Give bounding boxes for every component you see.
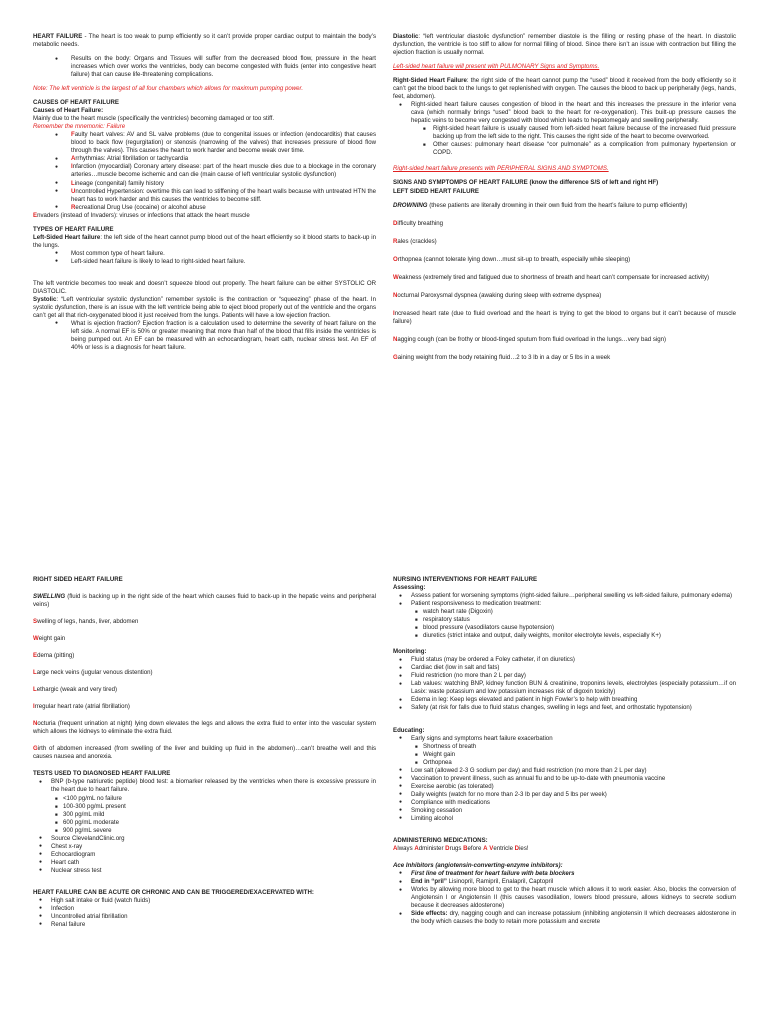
list-item: ● High salt intake or fluid (watch fluids) [33, 897, 376, 905]
ace-end-text: Lisinopril, Ramipril, Enalapril, Captopril [446, 878, 554, 885]
list-item: ● Uncontrolled atrial fibrillation [33, 913, 376, 921]
drowning-mnemonic-list [393, 220, 736, 362]
mnemonic-text: arge neck veins (jugular venous distention) [36, 669, 153, 677]
admin-heading: ADMINISTERING MEDICATIONS: [393, 836, 488, 844]
list-item: ● First line of treatment for heart failure with beta blockers [393, 870, 736, 878]
list-item: ■ Other causes: pulmonary heart disease “cor pulmonale” as a complication from pulmonary hypertension or COPD. [393, 141, 736, 157]
left-sided-list [33, 250, 376, 266]
admin-mnemonic [393, 845, 736, 853]
assessing-label: Assessing: [393, 584, 426, 592]
mnemonic-letter: L [33, 686, 37, 694]
list-item: ● Most common type of heart failure. [33, 250, 376, 258]
list-item: ● Smoking cessation [393, 807, 736, 815]
mnemonic-text: nvaders (instead of Invaders): viruses or infections that attack the heart muscle [37, 211, 250, 219]
mnemonic-item [33, 618, 376, 626]
left-sided-heading: LEFT SIDED HEART FAILURE [393, 187, 479, 195]
mnemonic-text: rrhythmias: Atrial fibrillation or tachycardia [75, 155, 189, 163]
mnemonic-letter: A [71, 155, 76, 163]
mnemonic-item [33, 686, 376, 694]
ace-side-text: dry, nagging cough and can increase potassium (inhibiting angiotensin II which decreases aldosterone in the body which causes the body to retain more potassium and excrete [411, 910, 736, 926]
mnemonic-text: ineage (congenital) family history [74, 179, 164, 187]
mnemonic-letter: F [71, 131, 75, 139]
educating-label: Educating: [393, 726, 425, 734]
tests-list [33, 778, 376, 794]
diastolic-definition [393, 33, 736, 57]
nursing-heading: NURSING INTERVENTIONS FOR HEART FAILURE [393, 576, 538, 583]
left-ventricle-note: Note: The left ventricle is the largest of all four chambers which allows for maximum pumping power. [33, 85, 304, 93]
list-item: ● Source ClevelandClinic.org [33, 835, 376, 843]
causes-main: Mainly due to the heart muscle (specifically the ventricles) becoming damaged or too stiff. [33, 115, 275, 123]
list-item: ● Infection [33, 905, 376, 913]
page-1-left-column [33, 33, 376, 358]
drowning-text: (these patients are literally drowning in their own fluid from the heart’s failure to pump efficiently) [427, 201, 688, 209]
mnemonic-letter: A [414, 844, 419, 852]
mnemonic-text: efore [467, 844, 484, 852]
mnemonic-text: ecreational Drug Use (cocaine) or alcohol abuse [75, 203, 206, 211]
mnemonic-item [33, 188, 376, 204]
mnemonic-text: rugs [449, 844, 464, 852]
ace-side-label: Side effects: [411, 910, 448, 918]
list-item: ■ Right-sided heart failure is usually caused from left-sided heart failure because of the increased fluid pressure backing up from the left side to the right. This causes the right side of the heart to become overworked. [393, 125, 736, 141]
list-item: ■ 300 pg/mL mild [33, 811, 376, 819]
right-sided-text: : the right side of the heart cannot pump the “used” blood it received from the body efficiently so it can’t get the blood back to the lungs to get replenished with oxygen. The causes the blood to back up peripherally (legs, hands, feet, abdomen). [393, 77, 737, 101]
mnemonic-letter: S [33, 618, 38, 626]
list-item: ● Lab values: watching BNP, kidney function BUN & creatinine, troponins levels, electrolytes (especially potassium…if on Lasix: waste potassium and low potassium increases risk of digoxin toxicity) [393, 680, 736, 696]
causes-subheading: Causes of Heart Failure: [33, 107, 104, 115]
mnemonic-item [33, 131, 376, 155]
mnemonic-letter: G [33, 745, 38, 753]
page-4-right-column [393, 576, 736, 932]
mnemonic-item [33, 155, 376, 163]
list-item: ■ watch heart rate (Digoxin) [393, 608, 736, 616]
mnemonic-text: eight gain [38, 635, 66, 643]
mnemonic-item [33, 204, 376, 212]
list-item: ● Low salt (allowed 2-3 G sodium per day) and fluid restriction (no more than 2 L per day) [393, 767, 736, 775]
drowning-intro [393, 202, 736, 210]
right-sided-definition [393, 77, 736, 101]
mnemonic-item [393, 220, 736, 228]
tests-more-list [33, 835, 376, 875]
list-item [393, 878, 736, 886]
list-item: ● Renal failure [33, 921, 376, 929]
right-sided-heading: RIGHT SIDED HEART FAILURE [33, 576, 123, 583]
mnemonic-letter: D [445, 844, 450, 852]
educating-more-list [393, 767, 736, 823]
list-item: ● Fluid status (may be ordered a Foley catheter, if on diuretics) [393, 656, 736, 664]
mnemonic-item [393, 238, 736, 246]
mnemonic-letter: R [71, 203, 76, 211]
mnemonic-item [33, 163, 376, 179]
mnemonic-label: Remember the mnemonic: Failure [33, 123, 126, 131]
mnemonic-letter: O [393, 255, 398, 263]
educating-list [393, 735, 736, 743]
list-item: ■ Weight gain [393, 751, 736, 759]
list-item: ● Works by allowing more blood to get to the heart muscle which allows it to work easier. Also, blocks the conversion of Angiotensin I or Angiotensin II (this causes vasodilation, lowers blood pressure, allows kidneys to secrete sodium because it decreases aldosterone) [393, 886, 736, 910]
list-item: ● Patient responsiveness to medication treatment: [393, 600, 736, 608]
systolic-definition [33, 296, 376, 320]
left-sided-label: Left-Sided Heart failure [33, 233, 101, 241]
educating-sublist [393, 743, 736, 767]
mnemonic-text: aining weight from the body retaining fluid…2 to 3 lb in a day or 5 lbs in a week [397, 353, 611, 361]
types-heading: TYPES OF HEART FAILURE [33, 225, 114, 233]
mnemonic-letter: N [393, 291, 398, 299]
list-item: ● Limiting alcohol [393, 815, 736, 823]
heart-failure-definition-text: - The heart is too weak to pump efficiently so it can’t provide proper cardiac output to maintain the body’s metabolic needs. [33, 33, 376, 49]
mnemonic-item [393, 256, 736, 264]
list-item: ■ <100 pg/mL no failure [33, 795, 376, 803]
mnemonic-text: eakness (extremely tired and fatigued due to shortness of breath and heart can’t compensate for increased activity) [398, 273, 710, 281]
causes-heading: CAUSES OF HEART FAILURE [33, 99, 119, 107]
list-item: ● Chest x-ray [33, 843, 376, 851]
mnemonic-text: octuria (frequent urination at night) lying down elevates the legs and allows the extra fluid to enter into the vascular system which allows the kidneys to eliminate the extra fluid. [33, 720, 376, 736]
list-item: ● Compliance with medications [393, 799, 736, 807]
results-list [33, 55, 376, 79]
tests-heading: TESTS USED TO DIAGNOSED HEART FAILURE [33, 770, 171, 778]
mnemonic-letter: E [33, 652, 38, 660]
list-item: ● BNP (b-type natriuretic peptide) blood test: a biomarker released by the ventricles when there is excessive pressure in the heart due to heart failure. [33, 778, 376, 794]
mnemonic-letter: R [393, 237, 398, 245]
mnemonic-letter: N [393, 335, 398, 343]
heart-failure-definition [33, 33, 376, 49]
triggers-list [33, 897, 376, 929]
mnemonic-letter: A [483, 844, 488, 852]
mnemonic-text: irth of abdomen increased (from swelling of the liver and building up fluid in the abdomen)…can’t breathe well and this causes nausea and anorexia. [33, 745, 376, 761]
list-item: ■ respiratory status [393, 616, 736, 624]
mnemonic-letter: I [393, 309, 395, 317]
mnemonic-text: welling of legs, hands, liver, abdomen [37, 618, 139, 626]
mnemonic-item [393, 292, 736, 300]
mnemonic-text: rregular heart rate (atrial fibrillation) [34, 703, 130, 711]
mnemonic-text: rthopnea (cannot tolerate lying down…must sit-up to breath, especially while sleeping) [397, 255, 631, 263]
mnemonic-letter: V [489, 844, 494, 852]
diastolic-label: Diastolic [393, 33, 419, 40]
mnemonic-letter: I [71, 163, 73, 171]
mnemonic-item [393, 354, 736, 362]
mnemonic-text: octurnal Paroxysmal dyspnea (awaking during sleep with extreme dyspnea) [397, 291, 602, 299]
heart-failure-title: HEART FAILURE [33, 33, 83, 40]
page-2-right-column [393, 33, 736, 372]
list-item: ● Cardiac diet (low in salt and fats) [393, 664, 736, 672]
systolic-label: Systolic [33, 295, 57, 303]
list-item: ● Edema in leg: Keep legs elevated and patient in high Fowler’s to help with breathing [393, 696, 736, 704]
mnemonic-letter: D [514, 844, 520, 852]
signs-symptoms-heading: SIGNS AND SYMPTOMPS OF HEART FAILURE (know the difference S/S of left and right HF) [393, 179, 659, 187]
assessing-list [393, 592, 736, 608]
list-item: ● Left-sided heart failure is likely to lead to right-sided heart failure. [33, 258, 376, 266]
mnemonic-item [33, 652, 376, 660]
right-sided-label: Right-Sided Heart Failure [393, 77, 467, 85]
mnemonic-text: dema (pitting) [37, 652, 75, 660]
failure-mnemonic-list [33, 131, 376, 211]
systolic-text: : “Left ventricular systolic dysfunction” remember systolic is the contraction or “squeezing” phase of the heart. In systolic dysfunction, there is an issue with the left ventricle being able to eject blood properly out of the ventricle and the organs can’t get all that rich-oxygenated blood it just received from the lungs. Patients will have a low ejection fraction. [33, 295, 376, 319]
bnp-levels-list [33, 795, 376, 835]
mnemonic-letter: B [463, 844, 468, 852]
swelling-label: SWELLING [33, 593, 66, 601]
ace-heading: Ace Inhibitors (angiotensin-converting-enzyme inhibitors): [393, 861, 563, 869]
peripheral-note: Right-sided heart failure presents with PERIPHERAL SIGNS AND SYMPTOMS. [393, 165, 609, 173]
pulmonary-note: Left-sided heart failure will present with PULMONARY Signs and Symptoms. [393, 63, 600, 71]
list-item: ■ Orthopnea [393, 759, 736, 767]
list-item: ● Results on the body: Organs and Tissues will suffer from the decreased blood flow, pressure in the heart increases which over works the ventricles, body can become congested with fluids (enter into congestive heart failure) that can cause life-threatening complications. [33, 55, 376, 79]
mnemonic-text: ncreased heart rate (due to fluid overload and the heart is trying to get the blood to organs but it can’t because of muscle failure) [393, 309, 736, 325]
swelling-intro [33, 593, 376, 609]
mnemonic-letter: W [33, 635, 39, 643]
list-item: ● Right-sided heart failure causes congestion of blood in the heart and this increases the pressure in the inferior vena cava (which normally brings “used” blood back to the heart for re-oxygenation). This built-up pressure causes the hepatic veins to become very congested with blood which leads to hepatomegaly and swelling peripherally. [393, 101, 736, 125]
mnemonic-text: ncontrolled Hypertension: overtime this can lead to stiffening of the heart walls because with untreated HTN the heart has to work harder and this causes the ventricles to become stiff. [71, 187, 376, 203]
monitoring-label: Monitoring: [393, 648, 427, 656]
mnemonic-text: agging cough (can be frothy or blood-tinged sputum from fluid overload in the lungs…very bad sign) [397, 335, 667, 343]
mnemonic-letter: L [71, 179, 75, 187]
list-item: ● Echocardiogram [33, 851, 376, 859]
ace-end-label: End in “pril” [411, 878, 447, 885]
list-item: ● Exercise aerobic (as tolerated) [393, 783, 736, 791]
list-item: ● Heart cath [33, 859, 376, 867]
mnemonic-letter: U [71, 187, 76, 195]
mnemonic-letter: N [33, 720, 38, 728]
ejection-fraction-list [33, 320, 376, 352]
mnemonic-text: ales (crackles) [397, 237, 437, 245]
acute-heading: HEART FAILURE CAN BE ACUTE OR CHRONIC AND CAN BE TRIGGERED/EXACERVATED WITH: [33, 888, 314, 896]
list-item: ● Fluid restriction (no more than 2 L per day) [393, 672, 736, 680]
list-item: ■ 600 pg/mL moderate [33, 819, 376, 827]
mnemonic-text: ethargic (weak and very tired) [36, 686, 118, 694]
list-item: ● Vaccination to prevent illness, such as annual flu and to be up-to-date with pneumonia vaccine [393, 775, 736, 783]
mnemonic-text: nfarction (myocardial) Coronary artery disease: part of the heart muscle dies due to a blockage in the coronary arteries…muscle become ischemic and can die (main cause of left ventricular systolic dysfunction) [71, 163, 376, 179]
drowning-label: DROWNING [393, 201, 428, 209]
left-sided-definition [33, 234, 376, 250]
mnemonic-item [33, 720, 376, 736]
mnemonic-text: entricle [493, 844, 515, 852]
mnemonic-item [33, 180, 376, 188]
list-item: ● Assess patient for worsening symptoms (right-sided failure…peripheral swelling vs left-sided failure, pulmonary edema) [393, 592, 736, 600]
assessing-sublist [393, 608, 736, 640]
right-sided-sublist [393, 125, 736, 157]
list-item: ● Nuclear stress test [33, 867, 376, 875]
mnemonic-letter: E [33, 211, 38, 219]
swelling-mnemonic-list [33, 618, 376, 761]
list-item: ● Early signs and symptoms heart failure exacerbation [393, 735, 736, 743]
mnemonic-letter: D [393, 219, 398, 227]
envaders-item [33, 212, 376, 220]
mnemonic-letter: A [393, 844, 398, 852]
mnemonic-item [33, 703, 376, 711]
mnemonic-text: dminister [418, 844, 446, 852]
mnemonic-letter: W [393, 273, 399, 281]
mnemonic-letter: G [393, 353, 398, 361]
mnemonic-item [33, 635, 376, 643]
right-sided-list [393, 101, 736, 125]
list-item: ■ 100-300 pg/mL present [33, 803, 376, 811]
monitoring-list [393, 656, 736, 712]
mnemonic-item [33, 745, 376, 761]
mnemonic-item [393, 336, 736, 344]
mnemonic-letter: L [33, 669, 37, 677]
diastolic-text: : “left ventricular diastolic dysfunction” remember diastole is the filling or resting phase of the heart. In diastolic dysfunction, the ventricle is too stiff to allow for normal filling of blood. Since there isn’t an issue with contraction but filling the ejection fraction is usually normal. [393, 33, 736, 57]
list-item: ■ blood pressure (vasodilators cause hypotension) [393, 624, 736, 632]
swelling-text: (fluid is backing up in the right side of the heart which causes fluid to back-up in the hepatic veins and peripheral veins) [33, 593, 376, 609]
lv-weak-text: The left ventricle becomes too weak and doesn’t squeeze blood out properly. The heart failure can be either SYSTOLIC OR DIASTOLIC. [33, 279, 376, 295]
mnemonic-item [33, 669, 376, 677]
list-item: ● What is ejection fraction? Ejection fraction is a calculation used to determine the severity of heart failure on the left side. A normal EF is 50% or greater meaning that more than half of the blood that fills inside the ventricles is being pumped out. An EF can be measured with an echocardiogram, heart cath, nuclear stress test. An EF of 40% or less is a diagnosis for heart failure. [33, 320, 376, 352]
mnemonic-item [393, 310, 736, 326]
list-item: ■ Shortness of breath [393, 743, 736, 751]
mnemonic-text: lways [397, 844, 415, 852]
page-3-left-column [33, 576, 376, 935]
list-item: ● Daily weights (watch for no more than 2-3 lb per day and 5 lbs per week) [393, 791, 736, 799]
mnemonic-item [393, 274, 736, 282]
mnemonic-text: ies! [519, 844, 529, 852]
mnemonic-text: aulty heart valves: AV and SL valve problems (due to congenital issues or infection (endocarditis) that causes blood to back flow (regurgitation) or stenosis (narrowing of the valves) that increases pressure of blood flow through the valves). This causes the heart to work harder and become weak over time. [71, 131, 376, 155]
mnemonic-letter: I [33, 703, 35, 711]
ace-list [393, 870, 736, 926]
left-sided-text: : the left side of the heart cannot pump blood out of the heart efficiently so it blood starts to back-up in the lungs. [33, 233, 376, 249]
list-item [393, 910, 736, 926]
list-item: ■ 900 pg/mL severe [33, 827, 376, 835]
list-item: ■ diuretics (strict intake and output, daily weights, monitor electrolyte levels, especially K+) [393, 632, 736, 640]
list-item: ● Safety (at risk for falls due to fluid status changes, swelling in legs and feet, and orthostatic hypotension) [393, 704, 736, 712]
mnemonic-text: ifficulty breathing [397, 219, 444, 227]
